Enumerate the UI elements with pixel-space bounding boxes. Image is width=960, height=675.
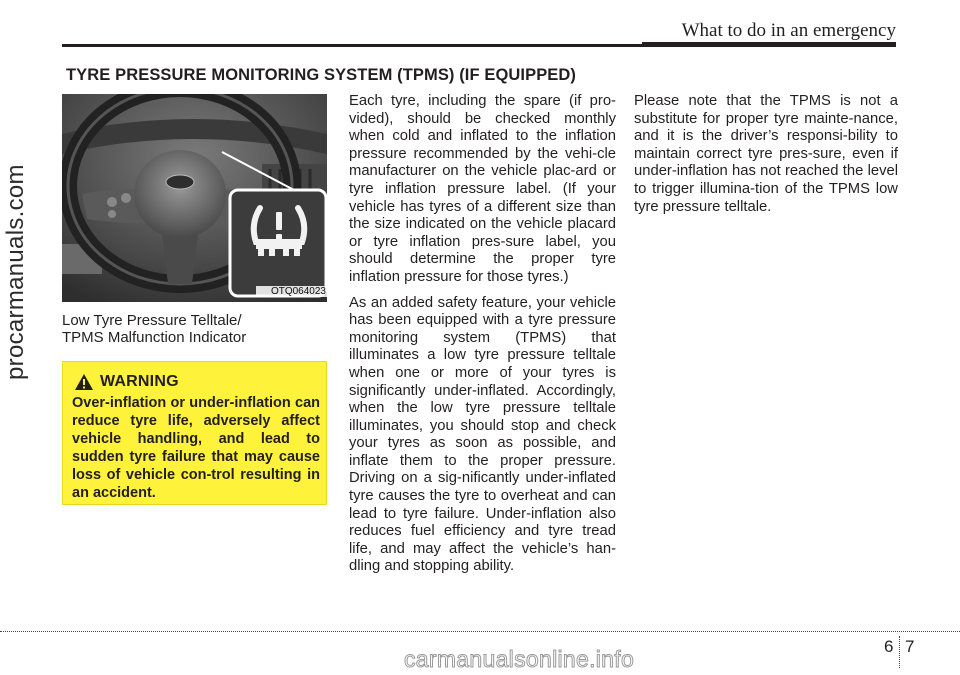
warning-header bbox=[74, 372, 179, 392]
figure-code: OTQ064023 bbox=[256, 286, 328, 297]
figure-caption bbox=[62, 312, 327, 346]
warning-title: WARNING bbox=[100, 373, 179, 390]
bottom-watermark: carmanualsonline.info bbox=[404, 646, 635, 672]
page-number: 7 bbox=[905, 637, 915, 656]
running-header: What to do in an emergency bbox=[681, 20, 896, 41]
header-rule-accent bbox=[642, 42, 896, 47]
body-paragraph: Please note that the TPMS is not a substitute for proper tyre mainte-nance, and it is the driver’s responsi-bility to maintain correct tyre pres-sure, even if under-inflation has not reached the level to trigger illumina-tion of the TPMS low tyre pressure telltale. bbox=[634, 93, 898, 215]
section-title: TYRE PRESSURE MONITORING SYSTEM (TPMS) (IF EQUIPPED) bbox=[66, 66, 577, 84]
body-column-middle bbox=[349, 93, 616, 584]
warning-text: Over-inflation or under-inflation can reduce tyre life, adversely affect vehicle handling, and lead to sudden tyre failure that may cause loss of vehicle con-trol resulting in an accident. bbox=[72, 395, 320, 501]
warning-triangle-icon bbox=[74, 373, 94, 391]
body-column-right bbox=[634, 93, 898, 224]
side-watermark: procarmanuals.com bbox=[2, 164, 29, 380]
footer-rule bbox=[0, 631, 960, 632]
page-number-divider bbox=[899, 636, 900, 668]
caption-line: TPMS Malfunction Indicator bbox=[62, 329, 247, 346]
steering-wheel-illustration bbox=[62, 94, 327, 302]
chapter-number: 6 bbox=[884, 637, 894, 656]
caption-line: Low Tyre Pressure Telltale/ bbox=[62, 312, 242, 329]
body-paragraph: Each tyre, including the spare (if pro-vided), should be checked monthly when cold and inflated to the inflation pressure recommended by the vehi-cle manufacturer on the vehicle plac-ard or tyre inflation pressure label. (If your vehicle has tyres of a different size than the size indicated on the vehicle placard or tyre inflation pres-sure label, you should determine the proper tyre inflation pressure for those tyres.) bbox=[349, 93, 616, 285]
body-paragraph: As an added safety feature, your vehicle has been equipped with a tyre pressure monitoring system (TPMS) that illuminates a low tyre pressure telltale when one or more of your tyres is significantly under-inflated. Accordingly, when the low tyre pressure telltale illuminates, you should stop and check your tyres as soon as possible, and inflate them to the proper pressure. Driving on a sig-nificantly under-inflated tyre causes the tyre to overheat and can lead to tyre failure. Under-inflation also reduces fuel efficiency and tyre tread life, and may affect the vehicle’s han-dling and stopping ability. bbox=[349, 294, 616, 575]
dashboard-figure bbox=[62, 94, 327, 302]
tpms-telltale-icon bbox=[246, 202, 312, 268]
